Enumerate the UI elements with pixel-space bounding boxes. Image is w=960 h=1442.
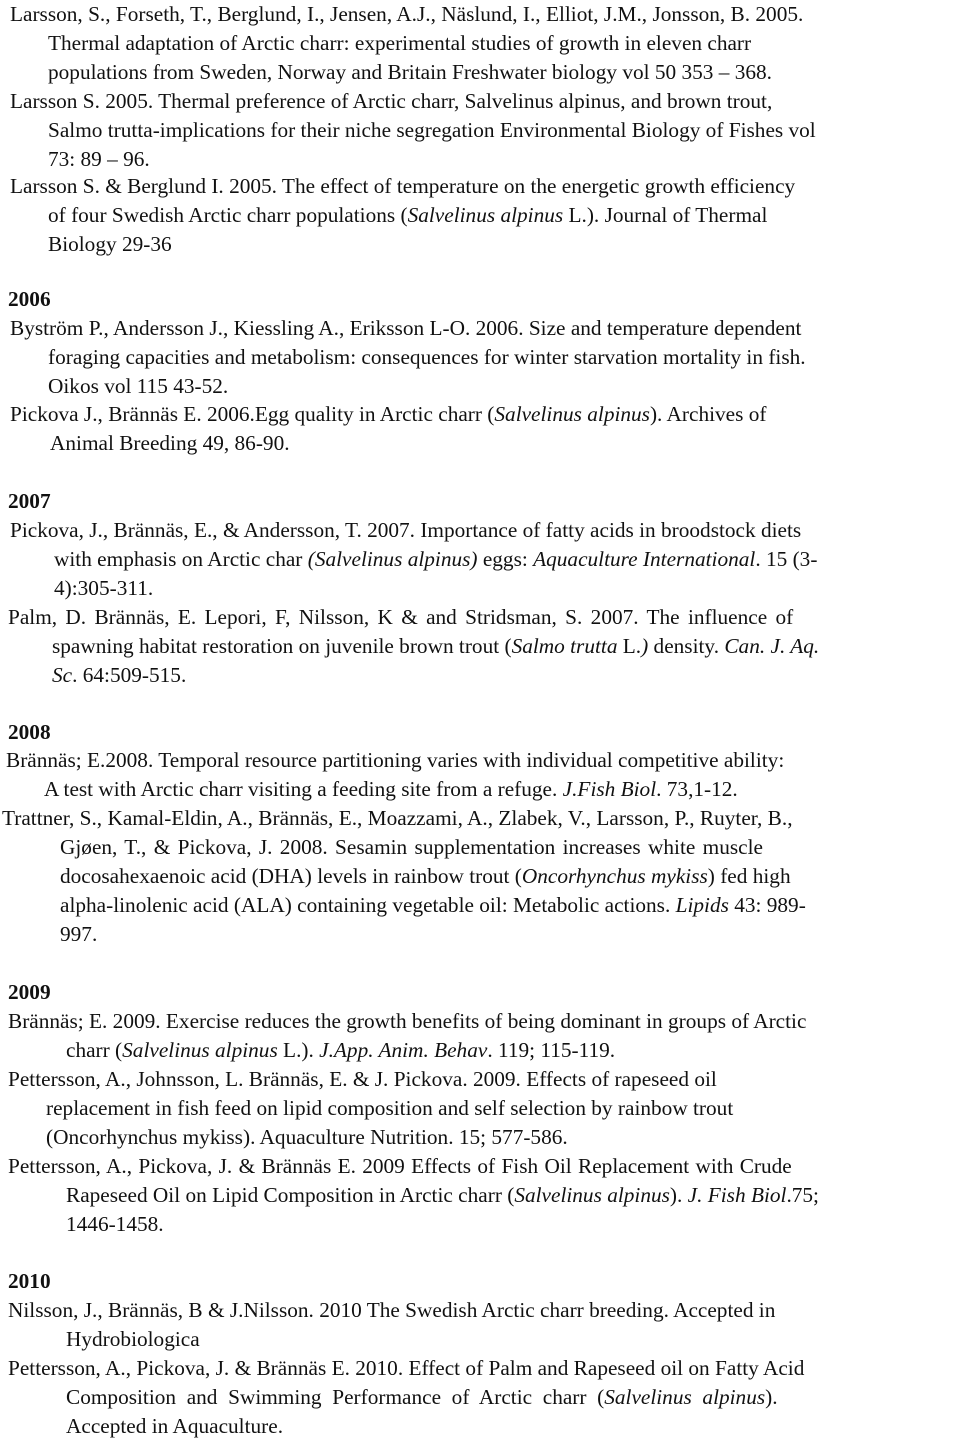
reference-line: spawning habitat restoration on juvenile brown trout (Salmo trutta L.) density. Can. J. Aq. [52,634,820,658]
reference-entry [8,1065,733,1152]
reference-entry [2,804,806,949]
reference-line: Larsson, S., Forseth, T., Berglund, I., Jensen, A.J., Näslund, I., Elliot, J.M., Jonsson, B. 2005. [10,2,804,26]
reference-entry [10,87,816,174]
reference-line: Animal Breeding 49, 86-90. [50,431,290,455]
reference-line: Pettersson, A., Pickova, J. & Brännäs E. 2009 Effects of Fish Oil Replacement with Crude [8,1154,792,1178]
reference-line: Biology 29-36 [48,232,172,256]
reference-line: A test with Arctic charr visiting a feeding site from a refuge. J.Fish Biol. 73,1-12. [44,777,738,801]
reference-entry [8,603,958,690]
reference-entry [8,1007,806,1065]
reference-line: Pickova, J., Brännäs, E., & Andersson, T. 2007. Importance of fatty acids in broodstock diets [10,518,802,542]
year-heading-2007: 2007 [8,489,51,513]
reference-line: Thermal adaptation of Arctic charr: experimental studies of growth in eleven charr [48,31,752,55]
reference-entry [10,516,817,603]
year-heading-2006: 2006 [8,287,51,311]
reference-line: 73: 89 – 96. [48,147,150,171]
reference-line: Sc. 64:509-515. [52,663,187,687]
reference-line: Hydrobiologica [66,1327,200,1351]
year-heading-2008: 2008 [8,720,51,744]
reference-line: (Oncorhynchus mykiss). Aquaculture Nutrition. 15; 577-586. [46,1125,568,1149]
reference-line: with emphasis on Arctic char (Salvelinus alpinus) eggs: Aquaculture International. 15 (3- [54,547,818,571]
reference-line: Composition and Swimming Performance of Arctic charr (Salvelinus alpinus). [66,1385,778,1409]
reference-line: of four Swedish Arctic charr populations (Salvelinus alpinus L.). Journal of Thermal [48,203,768,227]
reference-line: Pickova J., Brännäs E. 2006.Egg quality in Arctic charr (Salvelinus alpinus). Archives of [10,402,767,426]
reference-line: Byström P., Andersson J., Kiessling A., Eriksson L-O. 2006. Size and temperature dependent [10,316,802,340]
reference-line: Pettersson, A., Johnsson, L. Brännäs, E. & J. Pickova. 2009. Effects of rapeseed oil [8,1067,717,1091]
reference-line: Larsson S. & Berglund I. 2005. The effect of temperature on the energetic growth efficiency [10,174,796,198]
reference-line: Brännäs; E.2008. Temporal resource partitioning varies with individual competitive ability: [6,748,785,772]
reference-line: Trattner, S., Kamal-Eldin, A., Brännäs, E., Moazzami, A., Zlabek, V., Larsson, P., Ruyter, B., [2,806,793,830]
reference-entry [8,1354,804,1441]
reference-line: charr (Salvelinus alpinus L.). J.App. Anim. Behav. 119; 115-119. [66,1038,616,1062]
reference-entry [10,400,766,458]
reference-entry [8,1296,775,1354]
reference-line: Larsson S. 2005. Thermal preference of Arctic charr, Salvelinus alpinus, and brown trout, [10,89,773,113]
reference-entry [10,314,806,401]
reference-line: 4):305-311. [54,576,154,600]
reference-line: Pettersson, A., Pickova, J. & Brännäs E. 2010. Effect of Palm and Rapeseed oil on Fatty Acid [8,1356,805,1380]
reference-line: docosahexaenoic acid (DHA) levels in rainbow trout (Oncorhynchus mykiss) fed high [60,864,791,888]
reference-entry [8,1152,819,1239]
reference-line: Accepted in Aquaculture. [66,1414,284,1438]
year-heading-2010: 2010 [8,1269,51,1293]
reference-line: Gjøen, T., & Pickova, J. 2008. Sesamin supplementation increases white muscle [60,835,763,859]
reference-line: Salmo trutta-implications for their niche segregation Environmental Biology of Fishes vol [48,118,816,142]
reference-entry [10,0,803,87]
reference-line: Rapeseed Oil on Lipid Composition in Arctic charr (Salvelinus alpinus). J. Fish Biol.75; [66,1183,819,1207]
reference-line: populations from Sweden, Norway and Britain Freshwater biology vol 50 353 – 368. [48,60,772,84]
reference-line: Palm, D. Brännäs, E. Lepori, F, Nilsson, K & and Stridsman, S. 2007. The influence of [8,605,794,629]
reference-line: alpha-linolenic acid (ALA) containing vegetable oil: Metabolic actions. Lipids 43: 989- [60,893,806,917]
reference-line: foraging capacities and metabolism: consequences for winter starvation mortality in fish. [48,345,806,369]
reference-entry [6,746,784,804]
reference-line: 1446-1458. [66,1212,164,1236]
reference-line: Oikos vol 115 43-52. [48,374,229,398]
reference-line: Brännäs; E. 2009. Exercise reduces the growth benefits of being dominant in groups of Arctic [8,1009,807,1033]
reference-entry [10,172,795,259]
year-heading-2009: 2009 [8,980,51,1004]
reference-line: 997. [60,922,98,946]
reference-line: replacement in fish feed on lipid composition and self selection by rainbow trout [46,1096,734,1120]
reference-line: Nilsson, J., Brännäs, B & J.Nilsson. 2010 The Swedish Arctic charr breeding. Accepted in [8,1298,776,1322]
